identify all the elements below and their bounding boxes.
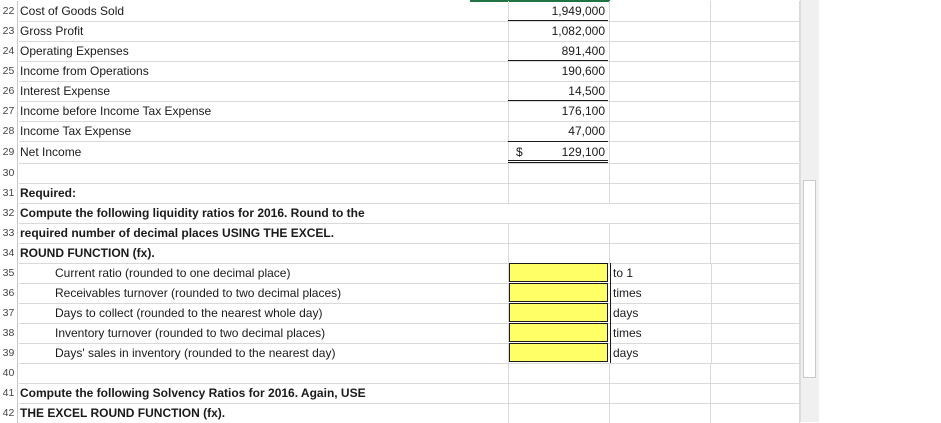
cell-unit[interactable] (610, 101, 711, 121)
row-header[interactable]: 27 (0, 101, 18, 121)
row-header[interactable]: 23 (0, 21, 18, 41)
cell-empty[interactable] (709, 323, 800, 343)
cell-empty[interactable] (709, 243, 800, 263)
cell-unit[interactable] (610, 403, 711, 423)
row-header[interactable]: 22 (0, 1, 18, 21)
answer-input-current-ratio[interactable] (509, 263, 608, 282)
row-header[interactable]: 37 (0, 303, 18, 323)
cell-unit[interactable] (610, 363, 711, 383)
cell-value[interactable]: 190,600 (508, 61, 610, 81)
cell-unit[interactable]: times (610, 323, 712, 343)
cell-empty[interactable] (709, 61, 800, 81)
cell-value[interactable] (508, 223, 610, 243)
cell-unit[interactable] (610, 41, 711, 61)
cell-value[interactable]: 1,082,000 (508, 21, 610, 41)
table-row (0, 203, 800, 223)
cell-value[interactable]: 14,500 (508, 81, 610, 101)
cell-value[interactable] (508, 383, 610, 403)
cell-unit[interactable] (610, 243, 711, 263)
table-row (0, 81, 800, 101)
row-header[interactable]: 42 (0, 403, 18, 423)
table-row (0, 142, 800, 162)
cell-value[interactable] (508, 163, 610, 183)
cell-unit[interactable]: to 1 (610, 263, 712, 283)
cell-empty[interactable] (709, 263, 800, 283)
cell-unit[interactable] (610, 383, 711, 403)
cell-label[interactable]: Compute the following Solvency Ratios for 2016. Again, USE (19, 383, 509, 403)
table-row (0, 283, 800, 303)
cell-unit[interactable] (610, 81, 711, 101)
row-header[interactable]: 32 (0, 203, 18, 223)
table-row (0, 323, 800, 343)
table-row (0, 163, 800, 183)
cell-empty[interactable] (709, 363, 800, 383)
cell-unit[interactable] (610, 223, 711, 243)
cell-label[interactable]: Inventory turnover (rounded to two decimal places) (19, 323, 509, 343)
cell-label[interactable] (19, 163, 509, 183)
cell-unit[interactable]: days (610, 303, 712, 323)
cell-empty[interactable] (709, 121, 800, 141)
row-header[interactable]: 31 (0, 183, 18, 203)
row-header[interactable]: 40 (0, 363, 18, 383)
cell-value[interactable]: 176,100 (508, 101, 610, 121)
cell-empty[interactable] (709, 403, 800, 423)
cell-value[interactable] (508, 403, 610, 423)
cell-value[interactable]: 47,000 (508, 121, 610, 141)
cell-unit[interactable]: days (610, 343, 712, 363)
cell-unit[interactable] (610, 203, 711, 223)
row-header[interactable]: 36 (0, 283, 18, 303)
cell-empty[interactable] (709, 142, 800, 162)
table-row (0, 101, 800, 121)
cell-unit[interactable] (610, 142, 711, 162)
cell-unit[interactable] (610, 163, 711, 183)
cell-empty[interactable] (709, 101, 800, 121)
cell-label[interactable]: THE EXCEL ROUND FUNCTION (fx). (19, 403, 509, 423)
cell-label[interactable] (19, 363, 509, 383)
row-header[interactable]: 33 (0, 223, 18, 243)
cell-label[interactable]: Operating Expenses (19, 41, 509, 61)
answer-input-days-to-collect[interactable] (509, 303, 608, 322)
table-row (0, 61, 800, 81)
cell-label[interactable]: Days' sales in inventory (rounded to the nearest day) (19, 343, 509, 363)
cell-empty[interactable] (709, 303, 800, 323)
table-row (0, 403, 800, 423)
cell-label[interactable]: Gross Profit (19, 21, 509, 41)
double-underline (508, 160, 608, 161)
table-row (0, 363, 800, 383)
cell-unit[interactable] (610, 1, 711, 21)
cell-empty[interactable] (709, 163, 800, 183)
cell-unit[interactable] (610, 183, 711, 203)
table-row (0, 1, 800, 21)
table-row (0, 243, 800, 263)
row-header[interactable]: 39 (0, 343, 18, 363)
row-header[interactable]: 34 (0, 243, 18, 263)
cell-unit[interactable] (610, 121, 711, 141)
cell-empty[interactable] (709, 203, 800, 223)
cell-label[interactable]: Interest Expense (19, 81, 509, 101)
row-header[interactable]: 30 (0, 163, 18, 183)
cell-label[interactable]: Days to collect (rounded to the nearest whole day) (19, 303, 509, 323)
row-header[interactable]: 24 (0, 41, 18, 61)
table-row (0, 21, 800, 41)
table-row (0, 383, 800, 403)
cell-unit[interactable] (610, 61, 711, 81)
cell-unit[interactable]: times (610, 283, 712, 303)
cell-unit[interactable] (610, 21, 711, 41)
answer-input-receivables-turnover[interactable] (509, 283, 608, 302)
answer-input-days-sales-in-inventory[interactable] (509, 343, 608, 362)
cell-empty[interactable] (709, 383, 800, 403)
row-header[interactable]: 25 (0, 61, 18, 81)
table-row (0, 121, 800, 141)
cell-label[interactable]: Current ratio (rounded to one decimal place) (19, 263, 509, 283)
cell-label[interactable]: Compute the following liquidity ratios for 2016. Round to the (20, 206, 365, 220)
currency-symbol: $ (516, 145, 523, 159)
cell-label[interactable]: Income before Income Tax Expense (19, 101, 509, 121)
row-header[interactable]: 38 (0, 323, 18, 343)
cell-value[interactable] (508, 243, 610, 263)
cell-empty[interactable] (709, 183, 800, 203)
cell-label[interactable]: Cost of Goods Sold (19, 1, 509, 21)
cell-label[interactable]: Income from Operations (19, 61, 509, 81)
cell-value[interactable] (508, 183, 610, 203)
cell-empty[interactable] (709, 81, 800, 101)
cell-label[interactable]: ROUND FUNCTION (fx). (19, 243, 509, 263)
cell-label[interactable]: Required: (19, 183, 509, 203)
table-row (0, 263, 800, 283)
cell-label[interactable]: required number of decimal places USING THE EXCEL. (19, 223, 509, 243)
table-row (0, 343, 800, 363)
cell-label[interactable]: Net Income (19, 142, 509, 162)
table-row (0, 223, 800, 243)
table-row (0, 41, 800, 61)
table-row (0, 183, 800, 203)
row-header[interactable]: 28 (0, 121, 18, 141)
row-header[interactable]: 41 (0, 383, 18, 403)
row-header[interactable]: 35 (0, 263, 18, 283)
answer-input-inventory-turnover[interactable] (509, 323, 608, 342)
cell-value[interactable]: 1,949,000 (508, 1, 610, 21)
cell-empty[interactable] (709, 21, 800, 41)
cell-value[interactable]: 129,100 (508, 142, 610, 162)
cell-label[interactable]: Income Tax Expense (19, 121, 509, 141)
cell-empty[interactable] (709, 343, 800, 363)
row-header[interactable]: 29 (0, 142, 18, 162)
cell-label[interactable]: Receivables turnover (rounded to two decimal places) (19, 283, 509, 303)
cell-value[interactable]: 891,400 (508, 41, 610, 61)
table-row (0, 303, 800, 323)
cell-empty[interactable] (709, 1, 800, 21)
cell-empty[interactable] (709, 41, 800, 61)
cell-value[interactable] (508, 363, 610, 383)
row-header[interactable]: 26 (0, 81, 18, 101)
cell-empty[interactable] (709, 223, 800, 243)
cell-empty[interactable] (709, 283, 800, 303)
scrollbar-thumb[interactable] (803, 180, 816, 378)
vertical-scrollbar[interactable] (800, 0, 819, 422)
